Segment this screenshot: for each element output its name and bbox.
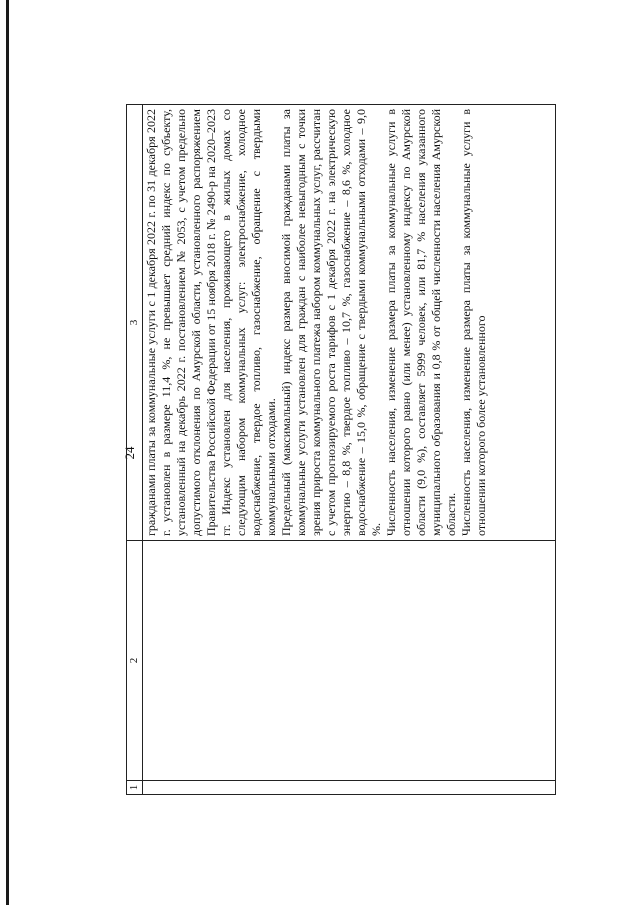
page-number: 24 bbox=[122, 446, 137, 460]
paragraph-population-within: Численность населения, изменение размера платы за коммунальные услуги в отношении которого равно (или менее) установленному индексу по Амурской области (9,0 %), составляет 5999 человек, или 81,7 % населения указанного муниципального образования и 0,8 % от общей численности населения Амурской области. bbox=[384, 109, 458, 536]
cell-col-3 bbox=[143, 105, 556, 541]
table-row bbox=[143, 105, 556, 795]
document-table bbox=[126, 104, 556, 795]
header-col-2: 2 bbox=[127, 541, 143, 781]
paragraph-index-intro: гражданами платы за коммунальные услуги с 1 декабря 2022 г. по 31 декабря 2022 г. установлен в размере 11,4 %, не превышает средний индекс по субъекту, установленный на декабрь 2022 г. постановлением № 2053, с учетом предельно допустимого отклонения по Амурской области, установленного распоряжением Правительства Российской Федерации от 15 ноября 2018 г. № 2490-р на 2020–2023 гг. Индекс установлен для населения, проживающего в жилых домах со следующим набором коммунальных услуг: электроснабжение, холодное водоснабжение, твердое топливо, газоснабжение, обращение с твердыми коммунальными отходами. bbox=[144, 109, 278, 536]
cell-col-2 bbox=[143, 541, 556, 781]
header-col-3: 3 bbox=[127, 105, 143, 541]
table-header-row bbox=[127, 105, 143, 795]
header-col-1: 1 bbox=[127, 781, 143, 795]
cell-col-1 bbox=[143, 781, 556, 795]
scan-edge bbox=[6, 0, 9, 905]
rotated-table bbox=[126, 105, 556, 795]
paragraph-population-above: Численность населения, изменение размера платы за коммунальные услуги в отношении которого более установленного bbox=[459, 109, 488, 536]
paragraph-max-index: Предельный (максимальный) индекс размера вносимой гражданами платы за коммунальные услуги установлен для граждан с наиболее невыгодным с точки зрения прироста коммунального платежа набором коммунальных услуг, рассчитан с учетом прогнозируемого роста тарифов с 1 декабря 2022 г. на электрическую энергию – 8,8 %, твердое топливо – 10,7 %, газоснабжение – 8,6 %, холодное водоснабжение – 15,0 %, обращение с твердыми коммунальными отходами – 9,0 %. bbox=[279, 109, 383, 536]
